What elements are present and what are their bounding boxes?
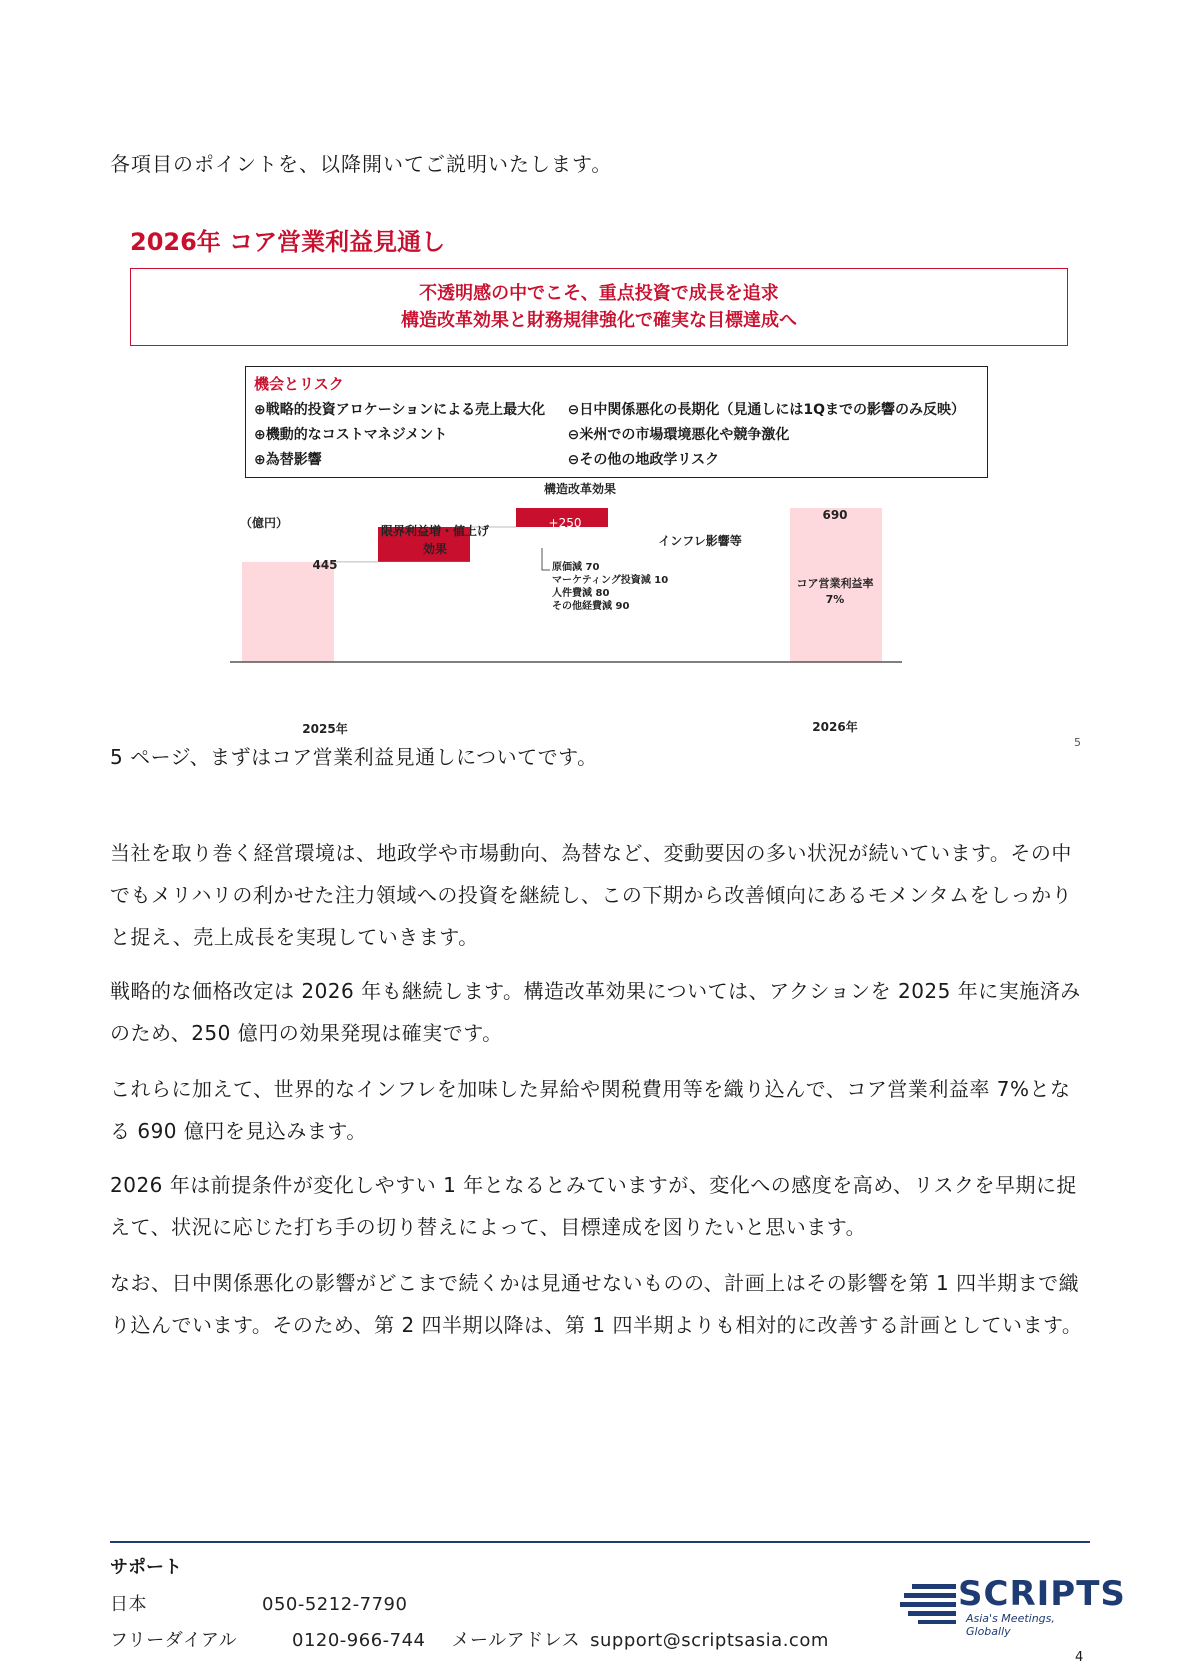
logo-stripes-icon bbox=[900, 1580, 960, 1626]
breakdown-bracket bbox=[542, 548, 550, 570]
paragraph: 当社を取り巻く経営環境は、地政学や市場動向、為替など、変動要因の多い状況が続いています。その中でもメリハリの利かせた注力領域への投資を継続し、この下期から改善傾向にあるモメンタムをしっかりと捉え、売上成長を実現していきます。 bbox=[110, 841, 1073, 949]
paragraph: これらに加えて、世界的なインフレを加味した昇給や関税費用等を織り込んで、コア営業利益率 7%となる 690 億円を見込みます。 bbox=[110, 1077, 1071, 1143]
unit-label: （億円） bbox=[240, 516, 289, 530]
risk-item: ⊖米州での市場環境悪化や競争激化 bbox=[567, 427, 790, 443]
intro-text: 各項目のポイントを、以降開いてご説明いたします。 bbox=[110, 152, 613, 176]
banner-line-2: 構造改革効果と財務規律強化で確実な目標達成へ bbox=[401, 310, 797, 331]
category-label-restructuring: 構造改革効果 bbox=[543, 482, 616, 496]
risk-box-title: 機会とリスク bbox=[254, 375, 344, 393]
scripts-logo bbox=[900, 1574, 1126, 1638]
paragraph: 5 ページ、まずはコア営業利益見通しについてです。 bbox=[110, 745, 598, 769]
category-label-2025: 2025年 bbox=[302, 722, 348, 736]
opportunity-item: ⊕戦略的投資アロケーションによる売上最大化 bbox=[254, 402, 546, 418]
opportunity-item: ⊕為替影響 bbox=[254, 452, 322, 468]
email-address: support@scriptsasia.com bbox=[590, 1630, 829, 1651]
slide-title: 2026年 コア営業利益見通し bbox=[130, 228, 446, 256]
opportunities-list bbox=[254, 398, 558, 473]
freedial-contact bbox=[110, 1626, 829, 1652]
banner-box bbox=[130, 268, 1068, 346]
risks-list bbox=[568, 398, 979, 473]
opportunity-risk-box bbox=[245, 366, 988, 478]
category-label-2026: 2026年 bbox=[812, 720, 858, 734]
paragraph: なお、日中関係悪化の影響がどこまで続くかは見通せないものの、計画上はその影響を第 1 四半期まで織り込んでいます。そのため、第 2 四半期以降は、第 1 四半期よりも相対的に改善する計画としています。 bbox=[110, 1271, 1083, 1337]
support-heading: サポート bbox=[110, 1557, 182, 1578]
category-label-inflation: インフレ影響等 bbox=[658, 534, 742, 548]
japan-phone: 050-5212-7790 bbox=[262, 1594, 408, 1615]
freedial-phone: 0120-966-744 bbox=[292, 1630, 426, 1651]
banner-line-1: 不透明感の中でこそ、重点投資で成長を追求 bbox=[419, 283, 779, 304]
slide-page-number: 5 bbox=[1074, 736, 1081, 749]
margin-annotation: コア営業利益率 7% bbox=[796, 577, 874, 606]
email-label: メールアドレス bbox=[451, 1630, 581, 1651]
value-label-restructuring: +250 bbox=[548, 516, 582, 530]
paragraph: 2026 年は前提条件が変化しやすい 1 年となるとみていますが、変化への感度を高め、リスクを早期に捉えて、状況に応じた打ち手の切り替えによって、目標達成を図りたいと思います。 bbox=[110, 1173, 1077, 1239]
risk-item: ⊖その他の地政学リスク bbox=[567, 452, 720, 468]
breakdown-item: 人件費減 80 bbox=[552, 588, 610, 599]
risk-item: ⊖日中関係悪化の長期化（見通しには1Qまでの影響のみ反映） bbox=[567, 402, 965, 418]
breakdown-item: マーケティング投資減 10 bbox=[552, 575, 669, 586]
value-label-2025: 445 bbox=[312, 558, 338, 572]
value-label-2026: 690 bbox=[822, 508, 848, 522]
paragraph: 戦略的な価格改定は 2026 年も継続します。構造改革効果については、アクションを 2025 年に実施済みのため、250 億円の効果発現は確実です。 bbox=[110, 979, 1081, 1045]
logo-tagline: Asia's Meetings, Globally bbox=[966, 1612, 1055, 1638]
footer-divider bbox=[110, 1541, 1090, 1543]
bar-2025 bbox=[242, 562, 334, 662]
waterfall-chart bbox=[230, 482, 980, 748]
logo-wordmark: SCRIPTS bbox=[958, 1574, 1126, 1614]
japan-contact bbox=[110, 1590, 407, 1616]
waterfall-chart-svg bbox=[230, 508, 980, 748]
breakdown-item: その他経費減 90 bbox=[552, 601, 630, 612]
opportunity-item: ⊕機動的なコストマネジメント bbox=[254, 427, 448, 443]
japan-label: 日本 bbox=[110, 1594, 147, 1615]
breakdown-list bbox=[552, 561, 668, 613]
category-label-margin-text: 限界利益増・値上げ効果 bbox=[380, 524, 489, 556]
breakdown-item: 原価減 70 bbox=[552, 562, 600, 573]
page-number: 4 bbox=[1075, 1650, 1084, 1665]
freedial-label: フリーダイアル bbox=[110, 1630, 238, 1651]
category-label-margin bbox=[380, 522, 490, 558]
